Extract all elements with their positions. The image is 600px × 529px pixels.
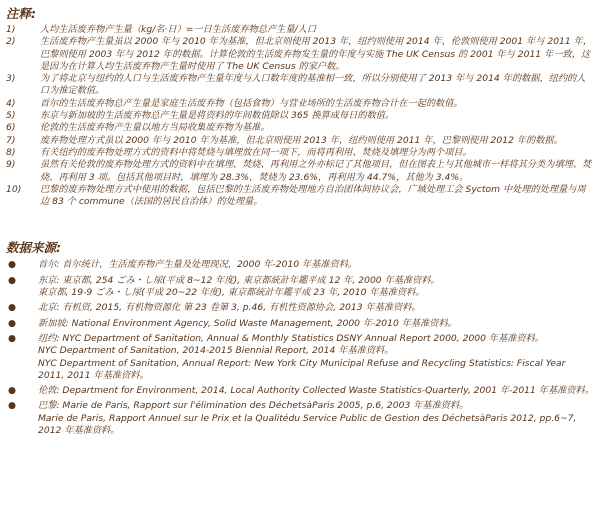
bullet-icon: ● [8,332,17,344]
note-item [6,36,594,73]
note-item [6,135,594,147]
source-text [38,318,594,330]
note-item [6,159,594,184]
source-line: 巴黎: Marie de Paris, Rapport sur l'élimination des DéchetsàParis 2005, p.6, 2003 年基准资料。 [38,400,469,412]
note-number: 10) [6,183,22,195]
note-number: 1) [6,24,16,35]
note-item [6,122,594,134]
bullet-icon: ● [8,317,17,329]
bullet-icon: ● [8,302,17,314]
source-text [38,385,594,397]
source-line: 首尔: 首尔统计，生活废弃物产生量及处理现况，2000 年-2010 年基准资料。 [38,259,358,271]
note-number: 8) [6,146,16,158]
note-item [6,73,594,98]
source-text [38,400,594,437]
sources-heading: 数据来源: [6,240,61,256]
note-text: 巴黎的废弃物处理方式中使用的数据，包括巴黎的生活废弃物处理地方自治团体间协议会，广域处理工会 Syctom 中处理的处理量与周边 83 个 commune（法国的居民自治体）的处理量。 [40,183,586,208]
source-text [38,333,594,382]
note-number: 9) [6,159,16,171]
source-line: 新加坡: National Environment Agency, Solid Waste Management, 2000 年-2010 年基准资料。 [38,317,457,329]
bullet-icon: ● [8,385,17,397]
source-line: Marie de Paris, Rapport Annuel sur le Prix et la Qualitédu Service Public de Gestion des DéchetsàParis 2012, pp.6~7, 2012 年基准资料。 [38,412,577,437]
note-text: 生活废弃物产生量虽以 2000 年与 2010 年为基准，但北京则使用 2013 年，纽约则使用 2014 年，伦敦则使用 2001 年与 2011 年，巴黎则使用 2003 年与 2012 年的数据。计算伦敦的生活废弃物发生量的年度与实施 The UK Census 的 2001 年与 2011 年一致，这是因为在计算人均生活废弃物产生量时使用了 The UK Census 的家户数。 [40,36,593,72]
source-item-new-york [6,333,594,382]
source-item-tokyo [6,275,594,300]
note-number: 3) [6,73,16,85]
source-line: 纽约: NYC Department of Sanitation, Annual & Monthly Statistics DSNY Annual Report 2000, 2000 年基准资料。 [38,332,545,344]
note-item [6,184,594,209]
source-line: 东京: 東京都, 254 ごみ・し尿(平成 8~12 年度), 東京都統計年鑑平成 12 年, 2000 年基准资料。 [38,274,440,286]
source-text [38,259,594,271]
note-number: 5) [6,110,16,122]
note-text: 伦敦的生活废弃物产生量以地方当局收集废弃物为基准。 [40,122,270,134]
note-text: 东京与新加坡的生活废弃物总产生量是将资料的年间数值除以 365 换算成每日的数值。 [40,110,395,122]
note-item [6,147,594,159]
source-item-paris [6,400,594,437]
note-item [6,110,594,122]
note-text: 为了将北京与纽约的人口与生活废弃物产生量年度与人口数年度的基准相一致，所以分别使用了 2013 年与 2014 年的数据，纽约的人口为推定数值。 [40,73,586,97]
note-item [6,24,594,36]
bullet-icon: ● [8,400,17,412]
bullet-icon: ● [8,274,17,286]
source-item-beijing [6,302,594,314]
note-item [6,98,594,110]
note-text: 虽然有关伦敦的废弃物处理方式的资料中在填埋、焚烧、再利用之外亦标记了其他项目，但在图表上与其他城市一样将其分类为填埋、焚烧、再利用 3 项。包括其他项目时，填埋为 28.3%，焚烧为 23.6%，再利用为 44.7%，其他为 3.4%。 [40,159,592,183]
source-line: 東京都, 19-9 ごみ・し尿(平成 20~22 年度), 東京都統計年鑑平成 23 年, 2010 年基准资料。 [38,287,425,299]
source-text [38,302,594,314]
source-line: 北京: 有机资, 2015, 有机物资源化 第 23 卷第 3, p.46, 有机性资源协会, 2013 年基准资料。 [38,302,421,314]
note-number: 2) [6,36,16,48]
note-number: 6) [6,122,16,134]
notes-heading: 注释: [6,6,36,21]
notes-section [6,4,594,208]
note-text: 有关纽约的废弃物处理方式的资料中将焚烧与填埋放在同一项下，而将再利用、焚烧及填埋分为两个项目。 [40,146,472,158]
source-item-london [6,385,594,397]
source-line: NYC Department of Sanitation, Annual Report: New York City Municipal Refuse and Recycling Statistics: Fiscal Year 2011, 2011 年基准资料。 [38,357,566,381]
note-text: 首尔的生活废弃物总产生量是家庭生活废弃物（包括食物）与营业场所的生活废弃物合计在一起的数值。 [40,97,463,109]
source-item-singapore [6,318,594,330]
note-text: 人均生活废弃物产生量（kg/名·日）=一日生活废弃物总产生量/人口 [40,24,317,35]
source-line: 伦敦: Department for Environment, 2014, Local Authority Collected Waste Statistics-Quarterly, 2001 年-2011 年基准资料。 [38,385,594,397]
document [6,4,594,440]
note-number: 7) [6,134,16,146]
source-item-seoul [6,259,594,271]
sources-section [6,238,594,437]
notes-list [6,24,594,208]
source-line: NYC Department of Sanitation, 2014-2015 Biennial Report, 2014 年基准资料。 [38,345,394,357]
note-text: 废弃物处理方式虽以 2000 年与 2010 年为基准，但北京则使用 2013 年，纽约则使用 2011 年，巴黎则使用 2012 年的数据。 [40,134,563,146]
sources-list [6,259,594,437]
source-text [38,275,594,300]
note-number: 4) [6,97,16,109]
bullet-icon: ● [8,259,17,271]
